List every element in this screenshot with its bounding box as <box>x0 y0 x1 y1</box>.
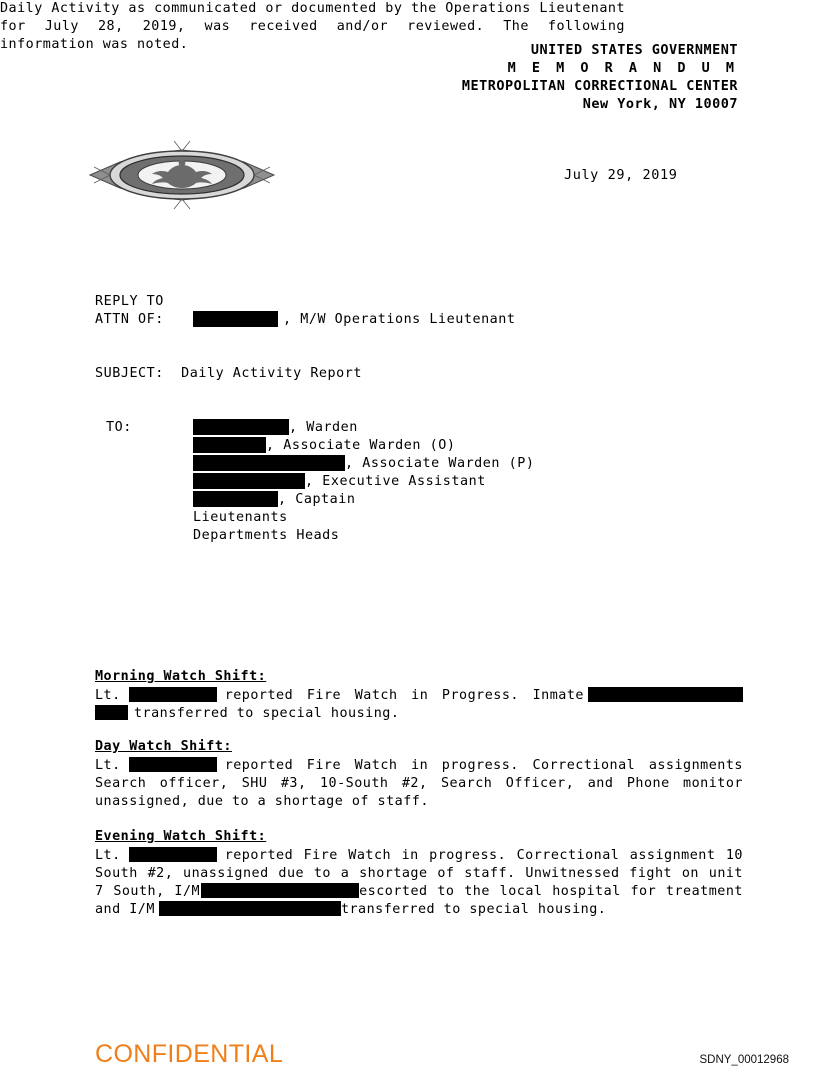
redaction-to-3 <box>193 455 345 471</box>
evening-text-2: reported Fire Watch in progress. Correctional assignment 10 South #2, unassigned due to a shortage of staff. Unwitnessed fight on unit 7 South, I/M <box>95 848 743 899</box>
day-watch-body <box>95 757 743 811</box>
day-text-2: reported Fire Watch in progress. Correctional assignments Search officer, SHU #3, 10-South #2, Search Officer, and Phone monitor unassigned, due to a shortage of staff. <box>95 758 743 809</box>
redaction-to-2 <box>193 437 266 453</box>
redaction-evening-inmate-2 <box>159 901 341 916</box>
morning-lt-label: Lt. <box>95 688 121 703</box>
reply-to-label: REPLY TO <box>95 294 164 309</box>
letterhead-line-4: New York, NY 10007 <box>582 96 738 112</box>
memo-date: July 29, 2019 <box>564 167 678 183</box>
redaction-morning-lt <box>129 687 217 702</box>
letterhead-line-2: M E M O R A N D U M <box>507 60 738 76</box>
redaction-evening-lt <box>129 847 217 862</box>
bates-number: SDNY_00012968 <box>699 1054 789 1066</box>
redaction-to-5 <box>193 491 278 507</box>
morning-watch-heading: Morning Watch Shift: <box>95 669 267 684</box>
morning-text-2: reported Fire Watch in Progress. Inmate <box>224 688 584 703</box>
letterhead-line-3: METROPOLITAN CORRECTIONAL CENTER <box>461 78 738 94</box>
attn-of-value: , M/W Operations Lieutenant <box>283 312 516 327</box>
evening-lt-label: Lt. <box>95 848 121 863</box>
letterhead-line-1: UNITED STATES GOVERNMENT <box>530 42 738 58</box>
redaction-morning-inmate-1 <box>588 687 743 702</box>
morning-watch-body <box>95 687 743 723</box>
to-recipient-7: Departments Heads <box>193 528 340 543</box>
redaction-to-4 <box>193 473 305 489</box>
morning-text-3: transferred to special housing. <box>134 706 400 721</box>
subject-value: Daily Activity Report <box>181 366 362 381</box>
redaction-day-lt <box>129 757 217 772</box>
intro-paragraph: Daily Activity as communicated or documented by the Operations Lieutenant for July 28, 2019, was received and/or reviewed. The following information was noted. <box>0 1 626 52</box>
redaction-to-1 <box>193 419 289 435</box>
evening-watch-body <box>95 847 743 919</box>
letterhead <box>462 41 738 113</box>
redaction-attn <box>193 311 278 327</box>
redaction-morning-inmate-2 <box>95 705 128 720</box>
redaction-evening-inmate-1 <box>201 883 359 898</box>
evening-watch-heading: Evening Watch Shift: <box>95 829 267 844</box>
day-lt-label: Lt. <box>95 758 121 773</box>
evening-text-4: transferred to special housing. <box>340 902 607 917</box>
agency-seal-icon <box>86 136 278 214</box>
attn-of-label: ATTN OF: <box>95 312 164 327</box>
to-recipient-6: Lieutenants <box>193 510 288 525</box>
to-recipient-4: , Executive Assistant <box>305 474 486 489</box>
confidential-stamp: CONFIDENTIAL <box>95 1040 284 1068</box>
subject-label: SUBJECT: <box>95 366 164 381</box>
to-recipient-1: , Warden <box>289 420 358 435</box>
to-recipient-2: , Associate Warden (O) <box>266 438 456 453</box>
to-recipient-3: , Associate Warden (P) <box>345 456 535 471</box>
day-watch-heading: Day Watch Shift: <box>95 739 232 754</box>
to-label: TO: <box>106 420 132 435</box>
to-recipient-5: , Captain <box>278 492 356 507</box>
evening-text-3: escorted to the local hospital for treatment and I/M <box>95 884 743 917</box>
subject-line <box>95 365 362 383</box>
